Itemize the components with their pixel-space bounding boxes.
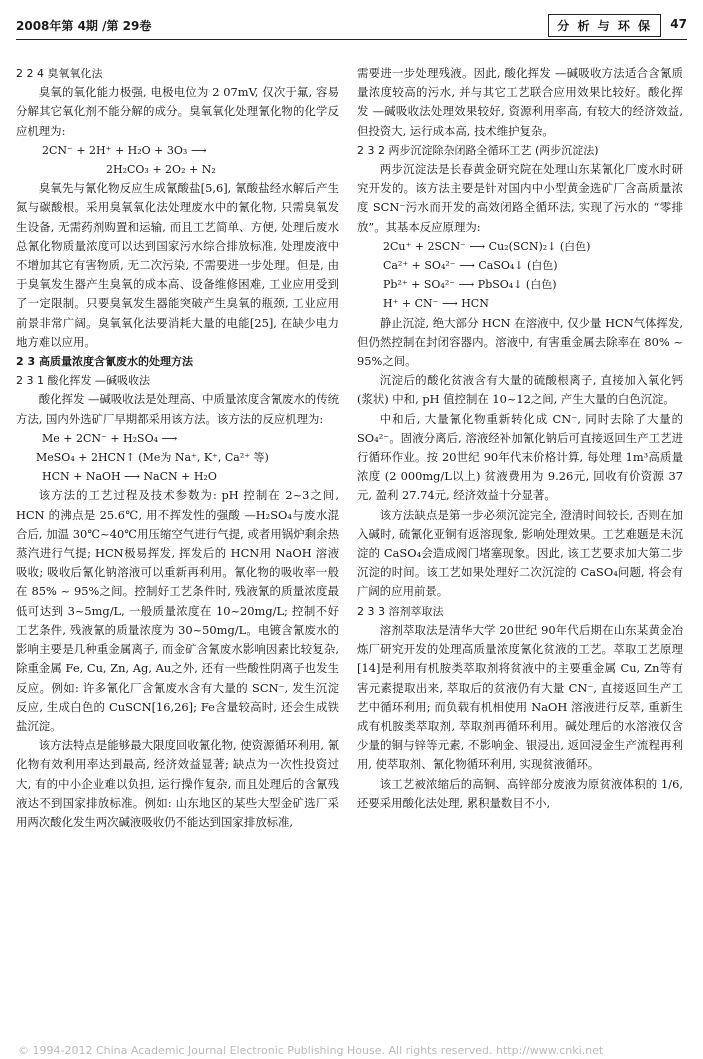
subsection-heading: 2 3 2 两步沉淀除杂闭路全循环工艺 (两步沉淀法) [357,143,599,157]
page-number: 47 [670,17,687,31]
paragraph: 中和后, 大量氰化物重新转化成 CN⁻, 同时去除了大量的 SO₄²⁻。固液分离后, 溶液经补加氰化钠后可直接返回生产工艺进行循环作业。按 20世纪 90年代末价格计算, 每处理 1m³高质量浓度 (2 000mg/L以上) 贫液费用为 9.26元, 回收有价资源 37元, 盈利 27.74元, 经济效益十分显著。 [357,411,683,503]
journal-title-box: 分 析 与 环 保 [548,14,661,37]
paragraph: 两步沉淀法是长春黄金研究院在处理山东某氰化厂废水时研究开发的。该方法主要是针对国内中小型黄金选矿厂含高质量浓度 SCN⁻污水而开发的高效闭路全循环法, 实现了污水的 “零排放”。其基本反应原理为: [357,162,683,234]
section-heading: 2 2 4 臭氧氧化法 [16,67,103,80]
paragraph: 该方法特点是能够最大限度回收氰化物, 使资源循环利用, 氰化物有效利用率达到最高, 经济效益显著; 缺点为一次性投资过大, 有的中小企业难以负担, 运行操作复杂, 而且处理后的含氰残液达不到国家排放标准。例如: 山东地区的某些大型金矿选厂采用两次酸化发生两次碱液吸收仍不能达到国家排放标准, [16,738,339,829]
equation: Me + 2CN⁻ + H₂SO₄ ⟶ [42,431,178,445]
subsection-heading: 2 3 3 溶剂萃取法 [357,604,444,618]
section-heading: 2 3 高质量浓度含氰废水的处理方法 [16,355,193,369]
paragraph: 该方法的工艺过程及技术参数为: pH 控制在 2~3之间, HCN 的沸点是 25.6℃, 用不挥发性的强酸 —H₂SO₄与废水混合后, 加温 30℃~40℃用压缩空气进行气提, 或者用锅炉剩余热蒸汽进行气提; HCN极易挥发, 挥发后的 HCN用 NaOH 溶液吸收; 吸收后氰化钠溶液可以重新再利用。氰化物的吸收率一般在 85% ~ 95%之间。控制好工艺条件时, 残液氰的质量浓度最低可达到 3~5mg/L, 一般质量浓度在 10~20mg/L; 控制不好工艺条件, 残液氰的质量浓度为 30~50mg/L。电镀含氰废水的影响主要是几种重金属离子, 而金矿含氰废水影响因素比较复杂, 除重金属 Fe, Cu, Zn, Ag, Au之外, 还有一些酸性阴离子也发生反应。例如: 许多氰化厂含氰废水含有大量的 SCN⁻, 发生沉淀反应, 生成白色的 CuSCN[16,26]; Fe含量较高时, 还会生成铁盐沉淀。 [16,488,339,733]
paragraph: 该方法缺点是第一步必须沉淀完全, 澄清时间较长, 否则在加入碱时, 硫氰化亚铜有返溶现象, 影响处理效果。工艺难题是未沉淀的 CaSO₄会造成阀门堵塞现象。因此, 该工艺要求加大第二步沉淀的时间。该工艺如果处理好二次沉淀的 CaSO₄问题, 将会有广阔的应用前景。 [357,507,683,599]
paragraph: 臭氧先与氰化物反应生成氰酸盐[5,6], 氰酸盐经水解后产生氮与碳酸根。采用臭氧氧化法处理废水中的氰化物, 只需臭氧发生设备, 无需药剂购置和运输, 而且工艺简单、方便, 处理后废水总氰化物质量浓度可以达到国家污水综合排放标准, 处理废液中不增加其它有害物质, 无二次污染, 不需要进一步处理。但是, 由于臭氧发生器产生臭氧的成本高、设备维修困难, 工业应用受到了一定限制。只要臭氧发生器能突破产生臭氧的瓶颈, 工业应用前景非常广阔。臭氧氧化法要消耗大量的电能[25], 在缺少电力地方难以应用。 [16,181,339,349]
copyright-footer: © 1994-2012 China Academic Journal Electronic Publishing House. All rights reserved. http://www.cnki.net [18,1044,604,1057]
paragraph: 沉淀后的酸化贫液含有大量的硫酸根离子, 直接加入氧化钙 (浆状) 中和, pH 值控制在 10~12之间, 产生大量的白色沉淀。 [357,373,683,407]
header-rule [16,39,687,40]
equation: 2Cu⁺ + 2SCN⁻ ⟶ Cu₂(SCN)₂↓ (白色) [383,239,591,253]
equation: 2H₂CO₃ + 2O₂ + N₂ [106,163,216,177]
paragraph: 臭氧的氧化能力极强, 电极电位为 2 07mV, 仅次于氟, 容易分解其它氧化剂不能分解的成分。臭氧氧化处理氰化物的化学反应机理为: [16,85,339,138]
equation: H⁺ + CN⁻ ⟶ HCN [383,297,489,311]
paragraph: 静止沉淀, 绝大部分 HCN 在溶液中, 仅少量 HCN气体挥发, 但仍然控制在封闭容器内。溶液中, 有害重金属去除率在 80% ~ 95%之间。 [357,315,683,369]
paragraph: 需要进一步处理残液。因此, 酸化挥发 —碱吸收方法适合含氰质量浓度较高的污水, 并与其它工艺联合应用效果比较好。酸化挥发 —碱吸收法处理效果较好, 资源利用率高, 有较大的经济效益, 但投资大, 运行成本高, 技术维护复杂。 [357,66,683,138]
running-header [16,14,687,38]
paragraph: 酸化挥发 —碱吸收法是处理高、中质量浓度含氰废水的传统方法, 国内外选矿厂早期都采用该方法。该方法的反应机理为: [16,392,339,426]
equation: MeSO₄ + 2HCN↑ (Me为 Na⁺, K⁺, Ca²⁺ 等) [36,451,269,465]
equation: Pb²⁺ + SO₄²⁻ ⟶ PbSO₄↓ (白色) [383,278,557,292]
paragraph: 溶剂萃取法是清华大学 20世纪 90年代后期在山东某黄金冶炼厂研究开发的处理高质量浓度氰化贫液的工艺。萃取工艺原理[14]是利用有机胺类萃取剂将贫液中的主要重金属 Cu, Zn等有害元素提取出来, 萃取后的贫液仍有大量 CN⁻, 直接返回生产工艺中循环利用; 而负载有机相使用 NaOH 溶液进行反萃, 重新生成有机胺类萃取剂, 萃取剂再循环利用。碱处理后的水溶液仅含少量的铜与锌等元素, 不影响金、银浸出, 返回浸金生产流程再利用, 使萃取剂、氰化物循环利用, 实现贫液循环。 [357,622,683,772]
issue-label: 2008年第 4期 /第 29卷 [16,19,152,33]
right-column [357,64,683,813]
equation: HCN + NaOH ⟶ NaCN + H₂O [42,470,217,484]
subsection-heading: 2 3 1 酸化挥发 —碱吸收法 [16,374,150,388]
equation: 2CN⁻ + 2H⁺ + H₂O + 3O₃ ⟶ [42,143,207,157]
paragraph: 该工艺被浓缩后的高铜、高锌部分废液为原贫液体积的 1/6, 还要采用酸化法处理, 累积量数目不小, [357,776,683,810]
left-column [16,64,339,832]
equation: Ca²⁺ + SO₄²⁻ ⟶ CaSO₄↓ (白色) [383,259,558,273]
